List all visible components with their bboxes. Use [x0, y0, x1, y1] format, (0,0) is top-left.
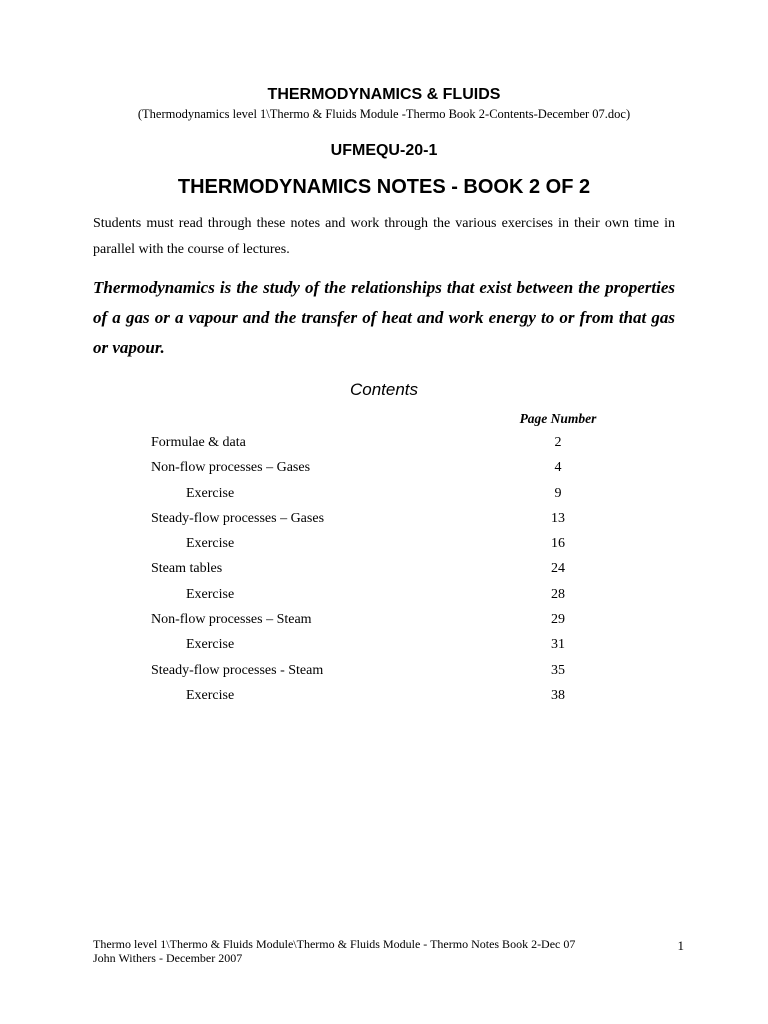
- toc-row: [0, 634, 768, 659]
- footer-author: John Withers - December 2007: [93, 951, 243, 965]
- toc-row: [0, 660, 768, 685]
- toc-entry-page: 28: [551, 586, 565, 602]
- toc-row: [0, 432, 768, 457]
- toc-entry-page: 16: [551, 536, 565, 552]
- toc-entry-label: Steam tables: [151, 561, 223, 577]
- document-file-path: (Thermodynamics level 1\Thermo & Fluids Module -Thermo Book 2-Contents-December 07.doc): [137, 107, 631, 121]
- toc-entry-label: Steady-flow processes - Steam: [151, 662, 324, 678]
- toc-entry-page: 13: [551, 510, 565, 526]
- toc-entry-page: 31: [551, 637, 565, 653]
- page-footer: [93, 937, 575, 965]
- toc-entry-label: Formulae & data: [151, 435, 246, 450]
- toc-row: [0, 558, 768, 583]
- toc-entry-page: 2: [554, 435, 562, 450]
- table-of-contents: [0, 432, 768, 710]
- toc-entry-label: Exercise: [186, 485, 235, 501]
- page-number: 1: [677, 938, 684, 953]
- page-title: THERMODYNAMICS NOTES - BOOK 2 OF 2: [177, 176, 591, 198]
- intro-paragraph: Students must read through these notes and work through the various exercises in their own time in parallel with the course of lectures.: [93, 216, 675, 257]
- toc-entry-label: Steady-flow processes – Gases: [151, 510, 325, 526]
- toc-entry-page: 24: [551, 561, 565, 577]
- contents-heading: Contents: [349, 380, 419, 399]
- toc-entry-label: Exercise: [186, 586, 235, 602]
- toc-row: [0, 457, 768, 482]
- toc-row: [0, 584, 768, 609]
- toc-row: [0, 533, 768, 558]
- toc-entry-label: Exercise: [186, 637, 235, 653]
- toc-entry-page: 29: [551, 612, 565, 628]
- toc-entry-label: Exercise: [186, 687, 235, 703]
- footer-file-path: Thermo level 1\Thermo & Fluids Module\Thermo & Fluids Module - Thermo Notes Book 2-Dec 07: [93, 937, 576, 951]
- toc-entry-label: Exercise: [186, 536, 235, 552]
- toc-row: [0, 685, 768, 710]
- toc-entry-label: Non-flow processes – Gases: [151, 460, 311, 476]
- document-header-title: THERMODYNAMICS & FLUIDS: [267, 86, 501, 103]
- toc-entry-page: 9: [554, 485, 562, 501]
- toc-row: [0, 609, 768, 634]
- module-code: UFMEQU-20-1: [330, 142, 438, 159]
- toc-row: [0, 483, 768, 508]
- toc-entry-page: 35: [551, 662, 565, 678]
- toc-entry-page: 38: [551, 687, 565, 703]
- toc-entry-page: 4: [554, 460, 562, 476]
- page-number-heading: Page Number: [519, 411, 597, 426]
- toc-row: [0, 508, 768, 533]
- toc-entry-label: Non-flow processes – Steam: [151, 612, 312, 628]
- definition-paragraph: Thermodynamics is the study of the relationships that exist between the properties of a gas or a vapour and the transfer of heat and work energy to or from that gas or vapour.: [93, 278, 675, 357]
